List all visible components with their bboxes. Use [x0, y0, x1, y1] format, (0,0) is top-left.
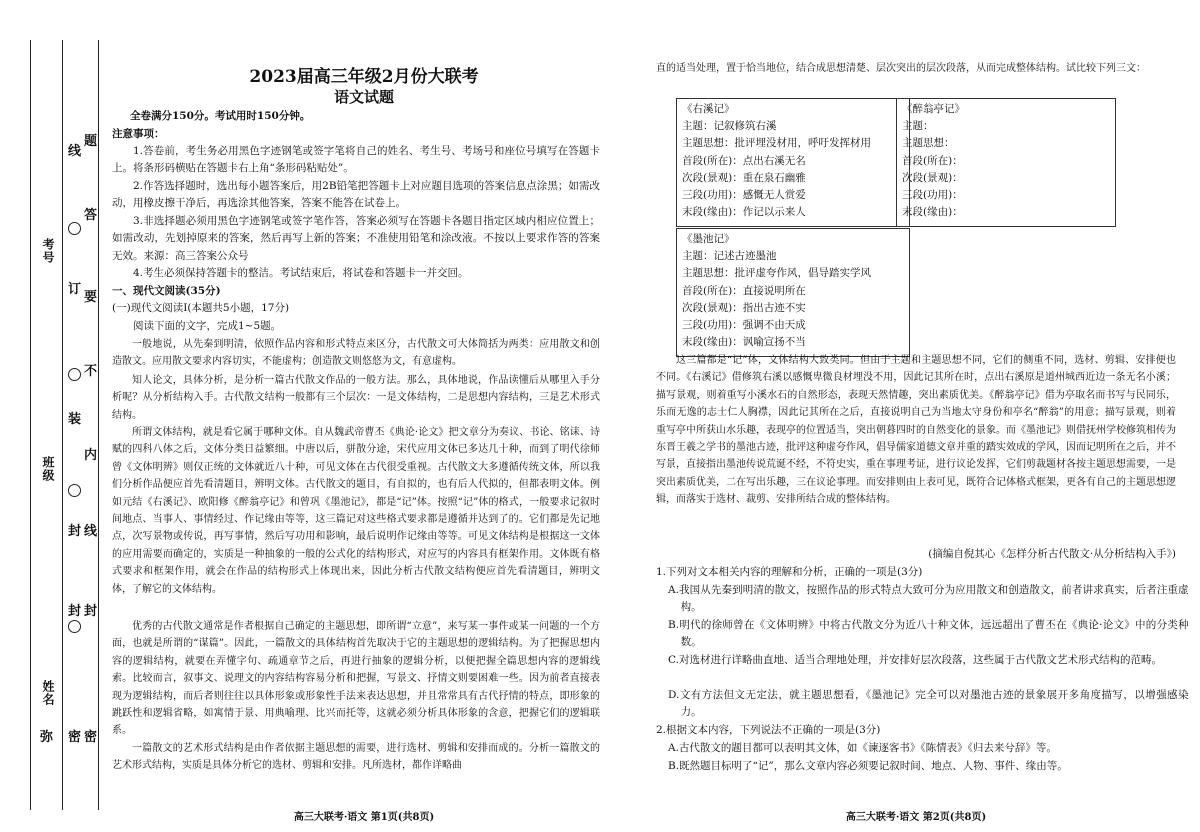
article-paragraph: 一般地说，从先秦到明清，依照作品内容和形式特点来区分，古代散文可大体简括为两类：应用散文和创造散文。应用散文要求内容切实，不能虚构；创造散文则悠悠为文，有意虚构。 [112, 339, 600, 368]
warning-word: 内 [84, 448, 98, 463]
binding-line [30, 40, 31, 810]
box-line: 首段(所在)：点出右溪无名 [682, 154, 806, 167]
notice-heading: 注意事项： [112, 128, 165, 140]
binding-hole-circle [68, 222, 81, 235]
binding-hole-circle [68, 368, 81, 381]
warning-word: 密 [84, 730, 98, 745]
binding-line [98, 40, 99, 810]
page-footer: 高三大联考·语文 第1页(共8页) [293, 812, 435, 823]
box-line: 主题思想： [902, 137, 955, 150]
binding-hole-circle [68, 484, 81, 497]
section-heading: 一、现代文阅读(35分) [112, 285, 221, 297]
notice-item: 1.答卷前，考生务必用黑色字迹钢笔或签字笔将自己的姓名、考生号、考场号和座位号填写在答题卡上。将条形码横贴在答题卡右上角“条形码粘贴处”。 [112, 145, 600, 175]
warning-word: 答 [84, 208, 98, 223]
seal-word: 密 [68, 730, 82, 745]
warning-word: 线 [84, 524, 98, 539]
binding-hole-circle [68, 620, 81, 633]
box-line: 末段(缘由)：作记以示来人 [682, 206, 806, 219]
question-2-stem: 2.根据文本内容，下列说法不正确的一项是(3分) [656, 724, 881, 736]
page-footer: 高三大联考·语文 第2页(共8页) [845, 812, 987, 823]
box-line: 次段(景观)：指出古迹不实 [682, 301, 806, 314]
youxi-ji-box [676, 98, 910, 227]
warning-word: 要 [84, 290, 98, 305]
article-paragraph: 知人论文，具体分析，是分析一篇古代散文作品的一般方法。那么，具体地说，作品读懂后从哪里入手分析呢？从分析结构入手。古代散文结构一般都有三个层次：一是文体结构，二是思想内容结构，三是艺术形式结构。 [112, 375, 600, 421]
source-citation: (摘编自倪其心《怎样分析古代散文·从分析结构入手》) [928, 548, 1176, 560]
box-line: 末段(缘由)：讽喻宣扬不当 [682, 336, 806, 349]
seal-word: 弥 [40, 730, 54, 745]
box-line: 首段(所在)：直接说明所在 [682, 284, 806, 297]
warning-word: 封 [84, 604, 98, 619]
article-paragraph: 优秀的古代散文通常是作者根据自己确定的主题思想，即所谓“立意”，来写某一事件或某一问题的一个方面，也就是所谓的“谋篇”。因此，一篇散文的具体结构首先取决于它的主题思想的逻辑结构。为了把握思想内容的逻辑结构，就要在弄懂字句、疏通章节之后，再进行抽象的逻辑分析，以便把握全篇思想内容的逻辑线索。比较而言，叙事文、说理文的内容结构容易分析和把握，写景文、抒情文则要困难一些。因为前者直接表现为逻辑结构，而后者则往往以具体形象或形象性手法来表达思想，并且常常具有古代抒情的特点，即形象的跳跃性和逻辑省略，如寓情于景、用典喻理、比兴而托等，这就必须分析具体形象的含意，把握它们的逻辑联系。 [112, 621, 600, 737]
question-1-option-c: C.对选材进行详略曲直地、适当合理地处理，并安排好层次段落，这些属于古代散文艺术形式结构的范畴。 [668, 654, 1162, 666]
seal-word: 装 [68, 412, 82, 427]
box-line: 主题思想：批评埋没材用，呼吁发挥材用 [682, 137, 871, 150]
notice-item: 2.作答选择题时，选出每小题答案后，用2B铅笔把答题卡上对应题目选项的答案信息点涂黑；如需改动，用橡皮擦干净后，再选涂其他答案，答案不能答在试卷上。 [112, 180, 600, 210]
class-label: 班级 [41, 456, 55, 482]
question-1-option-d: D.文有方法但文无定法，就主题思想看，《墨池记》完全可以对墨池古迹的景象展开多角度描写，以增强感染力。 [668, 689, 1189, 719]
warning-word: 不 [84, 364, 98, 379]
box-line: 次段(景观)：重在泉石幽雅 [682, 171, 806, 184]
box-line: 三段(功用)：感慨无人赏爱 [682, 189, 806, 202]
box-line: 首段(所在)： [902, 154, 963, 167]
seal-word: 订 [68, 282, 82, 297]
zuiweng-ting-ji-box [896, 98, 1116, 227]
exam-title: 2023届高三年级2月份大联考 [249, 67, 479, 87]
warning-word: 题 [84, 134, 98, 149]
article-paragraph: 所谓文体结构，就是看它属于哪种文体。自从魏武帝曹丕《典论·论文》把文章分为奏议、书论、铭诔、诗赋的四科八体之后，文体分类日益繁细。中唐以后，骈散分途，宋代应用文体已多达几十种，而到了明代徐师曾《文体明辨》则仅正统的文体就近八十种，可见文体在古代很受重视。古代散文大多遵循传统文体，所以我们分析作品便应首先看清题目，辨明文体。古代散文的题目，有自拟的，也有后人代拟的，但都表明文体。例如元结《右溪记》、欧阳修《醉翁亭记》和曾巩《墨池记》，都是“记”体。按照“记”体的格式，一般要求记叙时间地点、当事人、事情经过、作记缘由等等，这三篇记对这些格式要求都是遵循并达到了的。它们都是先记地点，次写景物或传说，再写事情，然后写功用和影响，最后说明作记缘由等等。可见文体结构是根据这一文体的应用需要而确定的，实质是一种抽象的一般的公式化的结构形式，对应写的内容具有框架作用。文体既有格式要求和框架作用，就会在作品的结构形式上体现出来，因此分析古代散文结构便应首先看清题目，辨明文体，了解它的文体结构。 [112, 427, 600, 595]
question-1-option-a: A.我国从先秦到明清的散文，按照作品的形式特点大致可分为应用散文和创造散文，前者讲求真实，后者注重虚构。 [668, 584, 1189, 614]
subsection-heading: (一)现代文阅读Ⅰ(本题共5小题，17分) [112, 302, 290, 314]
name-label: 姓名 [41, 680, 55, 706]
box-line: 《墨池记》 [682, 233, 735, 245]
seal-word: 封 [68, 524, 82, 539]
question-2-option-a: A.古代散文的题目都可以表明其文体，如《谏逐客书》《陈情表》《归去来兮辞》等。 [668, 742, 1057, 754]
box-line: 《右溪记》 [682, 103, 735, 115]
box-line: 主题思想：批评虚夸作风，倡导踏实学风 [682, 267, 871, 280]
exam-number-label: 考号 [41, 238, 55, 264]
seal-word: 线 [68, 144, 82, 159]
box-line: 主题：记述古迹墨池 [682, 250, 777, 263]
box-line: 末段(缘由)： [902, 206, 963, 219]
mochi-ji-box [676, 228, 910, 357]
notice-item: 4.考生必须保持答题卡的整洁。考试结束后，将试卷和答题卡一并交回。 [133, 267, 469, 279]
binding-margin [0, 0, 108, 832]
box-line: 三段(功用)： [902, 189, 963, 202]
score-line: 全卷满分150分。考试用时150分钟。 [130, 110, 311, 122]
seal-word: 封 [68, 604, 82, 619]
article-paragraph: 一篇散文的艺术形式结构是由作者依据主题思想的需要，进行选材、剪辑和安排而成的。分析一篇散文的艺术形式结构，实质是具体分析它的选材、剪辑和安排。凡所选材，都作详略曲 [112, 743, 600, 772]
question-1-option-b: B.明代的徐师曾在《文体明辨》中将古代散文分为近八十种文体，远远超出了曹丕在《典论·论文》中的分类种数。 [668, 619, 1189, 649]
box-line: 次段(景观)： [902, 171, 963, 184]
notice-item: 3.非选择题必须用黑色字迹钢笔或签字笔作答，答案必须写在答题卡各题目指定区域内相应位置上；如需改动，先划掉原来的答案，然后再写上新的答案；不准使用铅笔和涂改液。不按以上要求作答的答案无效。来源：高三答案公众号 [112, 215, 600, 262]
box-line: 主题： [902, 120, 934, 133]
box-line: 《醉翁亭记》 [902, 103, 965, 115]
page-2 [650, 0, 1189, 832]
exam-subtitle: 语文试题 [333, 88, 394, 106]
question-2-option-b: B.既然题目标明了“记”，那么文章内容必须要记叙时间、地点、人物、事件、缘由等。 [668, 760, 1068, 772]
binding-line [62, 40, 63, 810]
reading-instruction: 阅读下面的文字，完成1~5题。 [133, 320, 282, 332]
box-line: 三段(功用)：强调不由天成 [682, 319, 806, 332]
page-1 [108, 0, 620, 832]
box-line: 主题：记叙修筑右溪 [682, 120, 777, 133]
question-1-stem: 1.下列对文本相关内容的理解和分析，正确的一项是(3分) [656, 566, 923, 578]
analysis-paragraph: 这三篇都是“记”体，文体结构大致类同。但由于主题和主题思想不同，它们的侧重不同，选材、剪辑、安排便也不同。《右溪记》借修筑右溪以感慨卑微良材埋没不用，因此记其所在时，点出右溪原是道州城西近边一条无名小溪；描写景观，则着重写小溪水石的自然形态，表现天然情趣，突出素质优美。《醉翁亭记》借为亭取名而书写与民同乐，乐而无逸的志士仁人胸襟，因此记其所在之后，直接说明自己为当地太守身份和亭名“醉翁”的用意；描写景观，则着重写亭中所获山水乐趣，表现亭的位置适当，突出朝暮四时的自然变化的景象。而《墨池记》则借抚州学校修筑相传为东晋王羲之学书的墨池古迹，批评这种虚夸作风，倡导儒家道德文章并重的踏实效成的学风，因而记明所在之后，并不写景，直接指出墨池传说荒诞不经，不符史实，重在事理考证，进行议论发挥，它们剪裁题材各按主题思想需要，一是突出素质优美，二在写出乐趣，三在议论事理。而安排则由上表可见，既符合记体格式框架，更各有自己的主题思想逻辑，而落实于选材、裁剪、安排所结合成的整体结构。 [656, 355, 1176, 506]
intro-text: 直的适当处理，置于恰当地位，结合成思想清楚、层次突出的层次段落，从而完成整体结构。试比较下列三文： [656, 63, 1146, 74]
